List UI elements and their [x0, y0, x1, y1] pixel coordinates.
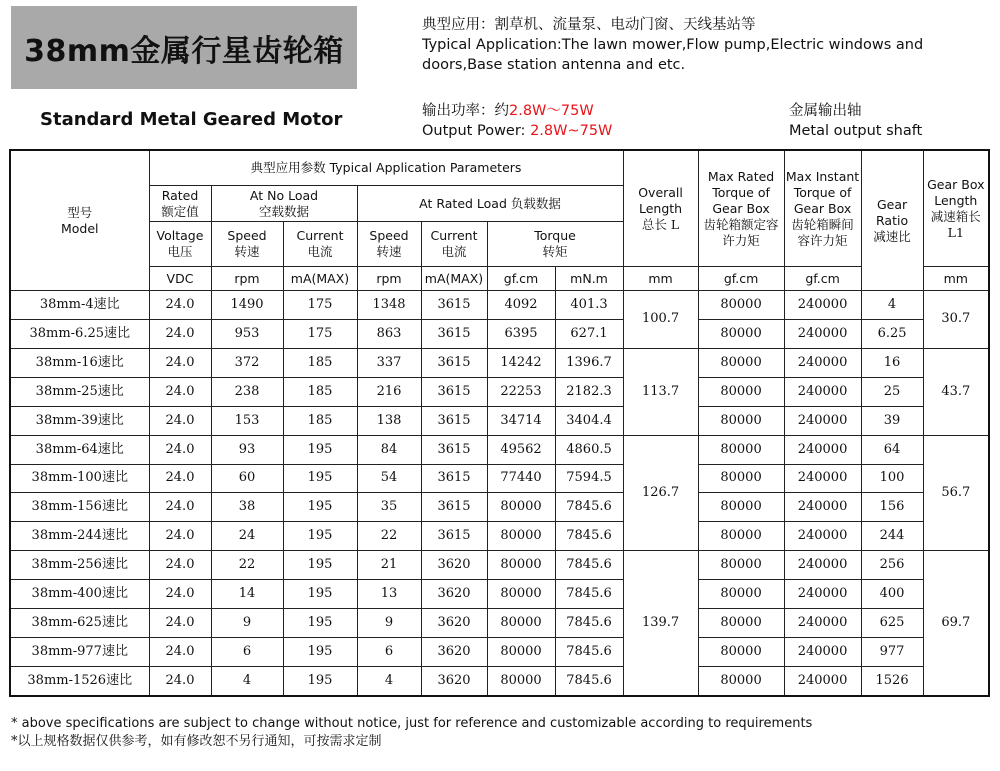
- cell-gearbox-length: 43.7: [923, 348, 989, 435]
- cell-rl-speed: 216: [357, 377, 421, 406]
- cell-rl-speed: 54: [357, 464, 421, 493]
- cell-nl-speed: 9: [211, 609, 283, 638]
- table-row: [10, 666, 989, 696]
- model-header-cn: 型号: [67, 204, 93, 220]
- cell-rl-current: 3615: [421, 464, 487, 493]
- cell-nl-speed: 60: [211, 464, 283, 493]
- table-row: [10, 551, 989, 580]
- cell-model: 38mm-25速比: [10, 377, 149, 406]
- cell-model: 38mm-6.25速比: [10, 319, 149, 348]
- cell-ratio: 977: [861, 638, 923, 667]
- cell-mnm: 1396.7: [555, 348, 623, 377]
- cell-gfcm: 80000: [487, 666, 555, 696]
- voltage-cn: 电压: [167, 244, 193, 259]
- cell-nl-speed: 4: [211, 666, 283, 696]
- cell-max-instant: 240000: [784, 609, 861, 638]
- cell-rl-current: 3615: [421, 377, 487, 406]
- cell-gearbox-length: 30.7: [923, 291, 989, 349]
- cell-max-rated: 80000: [698, 522, 784, 551]
- overall-length-cn: 总长 L: [641, 216, 680, 232]
- cell-model: 38mm-4速比: [10, 291, 149, 320]
- cell-rl-speed: 337: [357, 348, 421, 377]
- cell-ratio: 64: [861, 435, 923, 464]
- spec-table-body: [10, 291, 989, 697]
- cell-max-instant: 240000: [784, 666, 861, 696]
- max-rated-cn: 齿轮箱额定容许力矩: [703, 216, 779, 248]
- cell-gfcm: 4092: [487, 291, 555, 320]
- cell-model: 38mm-156速比: [10, 493, 149, 522]
- cell-v: 24.0: [149, 551, 211, 580]
- nl-current-en: Current: [296, 228, 344, 243]
- output-power-en-label: Output Power:: [422, 123, 531, 139]
- cell-v: 24.0: [149, 291, 211, 320]
- output-shaft: [789, 101, 922, 141]
- cell-gfcm: 80000: [487, 522, 555, 551]
- cell-ratio: 25: [861, 377, 923, 406]
- no-load-en: At No Load: [249, 187, 319, 203]
- unit-cell: mA(MAX): [283, 267, 357, 291]
- page-title: 38mm金属行星齿轮箱: [24, 33, 344, 69]
- cell-gearbox-length: 69.7: [923, 551, 989, 696]
- cell-nl-current: 185: [283, 348, 357, 377]
- voltage-en: Voltage: [156, 228, 204, 243]
- cell-mnm: 7845.6: [555, 580, 623, 609]
- cell-ratio: 400: [861, 580, 923, 609]
- cell-max-rated: 80000: [698, 666, 784, 696]
- cell-gearbox-length: 56.7: [923, 435, 989, 551]
- cell-max-instant: 240000: [784, 435, 861, 464]
- cell-max-rated: 80000: [698, 291, 784, 320]
- cell-gfcm: 80000: [487, 580, 555, 609]
- output-power-cn: [422, 101, 612, 121]
- cell-ratio: 100: [861, 464, 923, 493]
- cell-rl-current: 3620: [421, 580, 487, 609]
- nl-current-cn: 电流: [307, 244, 333, 259]
- torque-cn: 转矩: [542, 244, 568, 259]
- cell-overall-length: 126.7: [623, 435, 698, 551]
- cell-rl-speed: 138: [357, 406, 421, 435]
- table-row: [10, 609, 989, 638]
- cell-v: 24.0: [149, 377, 211, 406]
- cell-ratio: 625: [861, 609, 923, 638]
- cell-max-rated: 80000: [698, 580, 784, 609]
- cell-ratio: 244: [861, 522, 923, 551]
- cell-nl-speed: 238: [211, 377, 283, 406]
- cell-v: 24.0: [149, 580, 211, 609]
- cell-max-rated: 80000: [698, 435, 784, 464]
- cell-rl-current: 3620: [421, 666, 487, 696]
- cell-gfcm: 49562: [487, 435, 555, 464]
- rl-current-cn: 电流: [441, 244, 467, 259]
- cell-model: 38mm-400速比: [10, 580, 149, 609]
- cell-max-instant: 240000: [784, 551, 861, 580]
- cell-max-rated: 80000: [698, 406, 784, 435]
- title-banner: [11, 6, 357, 89]
- cell-rl-current: 3615: [421, 319, 487, 348]
- output-power-en: [422, 121, 612, 141]
- torque-en: Torque: [534, 228, 576, 243]
- typical-application: [422, 15, 997, 75]
- cell-gfcm: 22253: [487, 377, 555, 406]
- cell-v: 24.0: [149, 435, 211, 464]
- rl-speed-header: [357, 222, 421, 267]
- cell-rl-speed: 35: [357, 493, 421, 522]
- cell-mnm: 7845.6: [555, 522, 623, 551]
- cell-max-instant: 240000: [784, 319, 861, 348]
- cell-v: 24.0: [149, 609, 211, 638]
- table-row: [10, 348, 989, 377]
- cell-nl-speed: 22: [211, 551, 283, 580]
- unit-cell: gf.cm: [784, 267, 861, 291]
- cell-max-rated: 80000: [698, 638, 784, 667]
- gearbox-length-header: [923, 150, 989, 267]
- rl-current-header: [421, 222, 487, 267]
- cell-max-instant: 240000: [784, 377, 861, 406]
- footnote-en: * above specifications are subject to change without notice, just for reference and customizable according to requirements: [11, 716, 813, 731]
- table-row: [10, 319, 989, 348]
- cell-ratio: 1526: [861, 666, 923, 696]
- gear-ratio-en: Gear Ratio: [876, 196, 909, 228]
- cell-rl-current: 3615: [421, 291, 487, 320]
- table-row: [10, 435, 989, 464]
- output-power-cn-label: 输出功率：约: [422, 103, 509, 119]
- cell-rl-current: 3620: [421, 638, 487, 667]
- gearbox-length-en: Gear Box Length: [927, 176, 985, 208]
- cell-nl-current: 195: [283, 666, 357, 696]
- cell-max-instant: 240000: [784, 522, 861, 551]
- cell-overall-length: 139.7: [623, 551, 698, 696]
- table-row: [10, 493, 989, 522]
- table-row: [10, 522, 989, 551]
- cell-max-rated: 80000: [698, 464, 784, 493]
- max-rated-header: [698, 150, 784, 267]
- page-subtitle: Standard Metal Geared Motor: [40, 109, 343, 130]
- cell-overall-length: 113.7: [623, 348, 698, 435]
- table-row: [10, 291, 989, 320]
- cell-mnm: 7845.6: [555, 551, 623, 580]
- cell-mnm: 7845.6: [555, 493, 623, 522]
- cell-rl-speed: 1348: [357, 291, 421, 320]
- cell-ratio: 156: [861, 493, 923, 522]
- rated-cn: 额定值: [161, 203, 199, 219]
- cell-v: 24.0: [149, 464, 211, 493]
- table-row: [10, 406, 989, 435]
- cell-model: 38mm-256速比: [10, 551, 149, 580]
- cell-rl-current: 3615: [421, 435, 487, 464]
- table-row: [10, 638, 989, 667]
- cell-mnm: 401.3: [555, 291, 623, 320]
- cell-rl-speed: 9: [357, 609, 421, 638]
- model-header: [10, 150, 149, 291]
- cell-model: 38mm-64速比: [10, 435, 149, 464]
- output-shaft-en: Metal output shaft: [789, 123, 923, 139]
- cell-nl-speed: 93: [211, 435, 283, 464]
- unit-cell: VDC: [149, 267, 211, 291]
- cell-nl-current: 185: [283, 377, 357, 406]
- cell-gfcm: 14242: [487, 348, 555, 377]
- cell-mnm: 7845.6: [555, 609, 623, 638]
- cell-rl-speed: 22: [357, 522, 421, 551]
- cell-rl-current: 3615: [421, 406, 487, 435]
- cell-nl-current: 175: [283, 319, 357, 348]
- cell-ratio: 4: [861, 291, 923, 320]
- max-instant-cn: 齿轮箱瞬间容许力矩: [791, 216, 854, 248]
- unit-cell: mm: [923, 267, 989, 291]
- cell-nl-current: 195: [283, 522, 357, 551]
- footnote-cn: *以上规格数据仅供参考，如有修改恕不另行通知，可按需求定制: [11, 734, 382, 749]
- cell-nl-current: 195: [283, 638, 357, 667]
- cell-v: 24.0: [149, 406, 211, 435]
- rl-speed-en: Speed: [369, 228, 409, 243]
- cell-gfcm: 6395: [487, 319, 555, 348]
- cell-model: 38mm-39速比: [10, 406, 149, 435]
- cell-ratio: 6.25: [861, 319, 923, 348]
- cell-v: 24.0: [149, 522, 211, 551]
- cell-mnm: 627.1: [555, 319, 623, 348]
- model-header-en: Model: [60, 220, 99, 236]
- cell-gfcm: 80000: [487, 638, 555, 667]
- cell-v: 24.0: [149, 666, 211, 696]
- cell-model: 38mm-625速比: [10, 609, 149, 638]
- cell-model: 38mm-244速比: [10, 522, 149, 551]
- cell-rl-speed: 6: [357, 638, 421, 667]
- nl-current-header: [283, 222, 357, 267]
- cell-model: 38mm-16速比: [10, 348, 149, 377]
- cell-max-rated: 80000: [698, 609, 784, 638]
- output-power: [422, 101, 612, 141]
- cell-mnm: 4860.5: [555, 435, 623, 464]
- cell-gfcm: 80000: [487, 551, 555, 580]
- cell-nl-current: 175: [283, 291, 357, 320]
- torque-header: [487, 222, 623, 267]
- cell-nl-speed: 38: [211, 493, 283, 522]
- rl-current-en: Current: [430, 228, 478, 243]
- cell-rl-speed: 863: [357, 319, 421, 348]
- cell-gfcm: 77440: [487, 464, 555, 493]
- cell-nl-current: 195: [283, 551, 357, 580]
- cell-nl-current: 195: [283, 609, 357, 638]
- cell-model: 38mm-977速比: [10, 638, 149, 667]
- cell-nl-speed: 953: [211, 319, 283, 348]
- max-rated-en: Max Rated Torque of Gear Box: [707, 168, 775, 216]
- cell-rl-speed: 21: [357, 551, 421, 580]
- cell-v: 24.0: [149, 493, 211, 522]
- cell-gfcm: 80000: [487, 609, 555, 638]
- gear-ratio-header: [861, 150, 923, 291]
- no-load-header: [211, 186, 357, 222]
- cell-max-rated: 80000: [698, 377, 784, 406]
- output-shaft-cn: 金属输出轴: [789, 103, 862, 119]
- cell-rl-current: 3615: [421, 522, 487, 551]
- unit-cell: gf.cm: [698, 267, 784, 291]
- cell-max-rated: 80000: [698, 493, 784, 522]
- cell-max-rated: 80000: [698, 551, 784, 580]
- cell-max-instant: 240000: [784, 406, 861, 435]
- cell-nl-speed: 6: [211, 638, 283, 667]
- cell-overall-length: 100.7: [623, 291, 698, 349]
- cell-nl-current: 185: [283, 406, 357, 435]
- output-power-en-value: 2.8W~75W: [530, 123, 613, 139]
- cell-rl-speed: 84: [357, 435, 421, 464]
- cell-max-instant: 240000: [784, 291, 861, 320]
- cell-rl-speed: 4: [357, 666, 421, 696]
- rated-load-header: At Rated Load 负载数据: [357, 186, 623, 222]
- cell-ratio: 256: [861, 551, 923, 580]
- cell-gfcm: 34714: [487, 406, 555, 435]
- rl-speed-cn: 转速: [376, 244, 402, 259]
- cell-max-rated: 80000: [698, 348, 784, 377]
- gear-ratio-cn: 减速比: [873, 228, 911, 244]
- table-row: [10, 377, 989, 406]
- unit-cell: gf.cm: [487, 267, 555, 291]
- overall-length-header: [623, 150, 698, 267]
- nl-speed-cn: 转速: [234, 244, 260, 259]
- cell-nl-current: 195: [283, 493, 357, 522]
- application-cn: 典型应用：割草机、流量泵、电动门窗、天线基站等: [422, 17, 756, 33]
- gearbox-length-cn: 减速箱长 L1: [930, 208, 981, 240]
- unit-cell: mA(MAX): [421, 267, 487, 291]
- cell-v: 24.0: [149, 348, 211, 377]
- cell-nl-current: 195: [283, 464, 357, 493]
- cell-mnm: 7845.6: [555, 666, 623, 696]
- unit-cell: rpm: [211, 267, 283, 291]
- max-instant-en: Max Instant Torque of Gear Box: [785, 168, 860, 216]
- cell-model: 38mm-100速比: [10, 464, 149, 493]
- cell-mnm: 7845.6: [555, 638, 623, 667]
- cell-gfcm: 80000: [487, 493, 555, 522]
- cell-rl-current: 3615: [421, 348, 487, 377]
- no-load-cn: 空载数据: [258, 203, 309, 219]
- unit-cell: rpm: [357, 267, 421, 291]
- cell-max-instant: 240000: [784, 464, 861, 493]
- cell-model: 38mm-1526速比: [10, 666, 149, 696]
- table-row: [10, 464, 989, 493]
- rated-header: [149, 186, 211, 222]
- cell-max-rated: 80000: [698, 319, 784, 348]
- cell-v: 24.0: [149, 319, 211, 348]
- cell-rl-current: 3615: [421, 493, 487, 522]
- cell-ratio: 16: [861, 348, 923, 377]
- cell-ratio: 39: [861, 406, 923, 435]
- unit-cell: mN.m: [555, 267, 623, 291]
- nl-speed-header: [211, 222, 283, 267]
- cell-max-instant: 240000: [784, 348, 861, 377]
- cell-nl-speed: 1490: [211, 291, 283, 320]
- cell-mnm: 7594.5: [555, 464, 623, 493]
- cell-nl-current: 195: [283, 435, 357, 464]
- rated-en: Rated: [161, 187, 199, 203]
- cell-rl-speed: 13: [357, 580, 421, 609]
- cell-nl-speed: 372: [211, 348, 283, 377]
- max-instant-header: [784, 150, 861, 267]
- cell-mnm: 3404.4: [555, 406, 623, 435]
- cell-nl-speed: 24: [211, 522, 283, 551]
- spec-table: [9, 149, 990, 697]
- params-header: 典型应用参数 Typical Application Parameters: [149, 150, 623, 186]
- cell-mnm: 2182.3: [555, 377, 623, 406]
- cell-max-instant: 240000: [784, 638, 861, 667]
- output-power-cn-value: 2.8W～75W: [509, 103, 594, 119]
- cell-nl-speed: 14: [211, 580, 283, 609]
- cell-max-instant: 240000: [784, 580, 861, 609]
- cell-nl-speed: 153: [211, 406, 283, 435]
- cell-max-instant: 240000: [784, 493, 861, 522]
- application-en: Typical Application:The lawn mower,Flow pump,Electric windows and doors,Base station antenna and etc.: [422, 37, 924, 73]
- voltage-header: [149, 222, 211, 267]
- cell-v: 24.0: [149, 638, 211, 667]
- table-row: [10, 580, 989, 609]
- cell-rl-current: 3620: [421, 609, 487, 638]
- nl-speed-en: Speed: [227, 228, 267, 243]
- overall-length-en: Overall Length: [638, 184, 683, 216]
- unit-cell: mm: [623, 267, 698, 291]
- cell-rl-current: 3620: [421, 551, 487, 580]
- cell-nl-current: 195: [283, 580, 357, 609]
